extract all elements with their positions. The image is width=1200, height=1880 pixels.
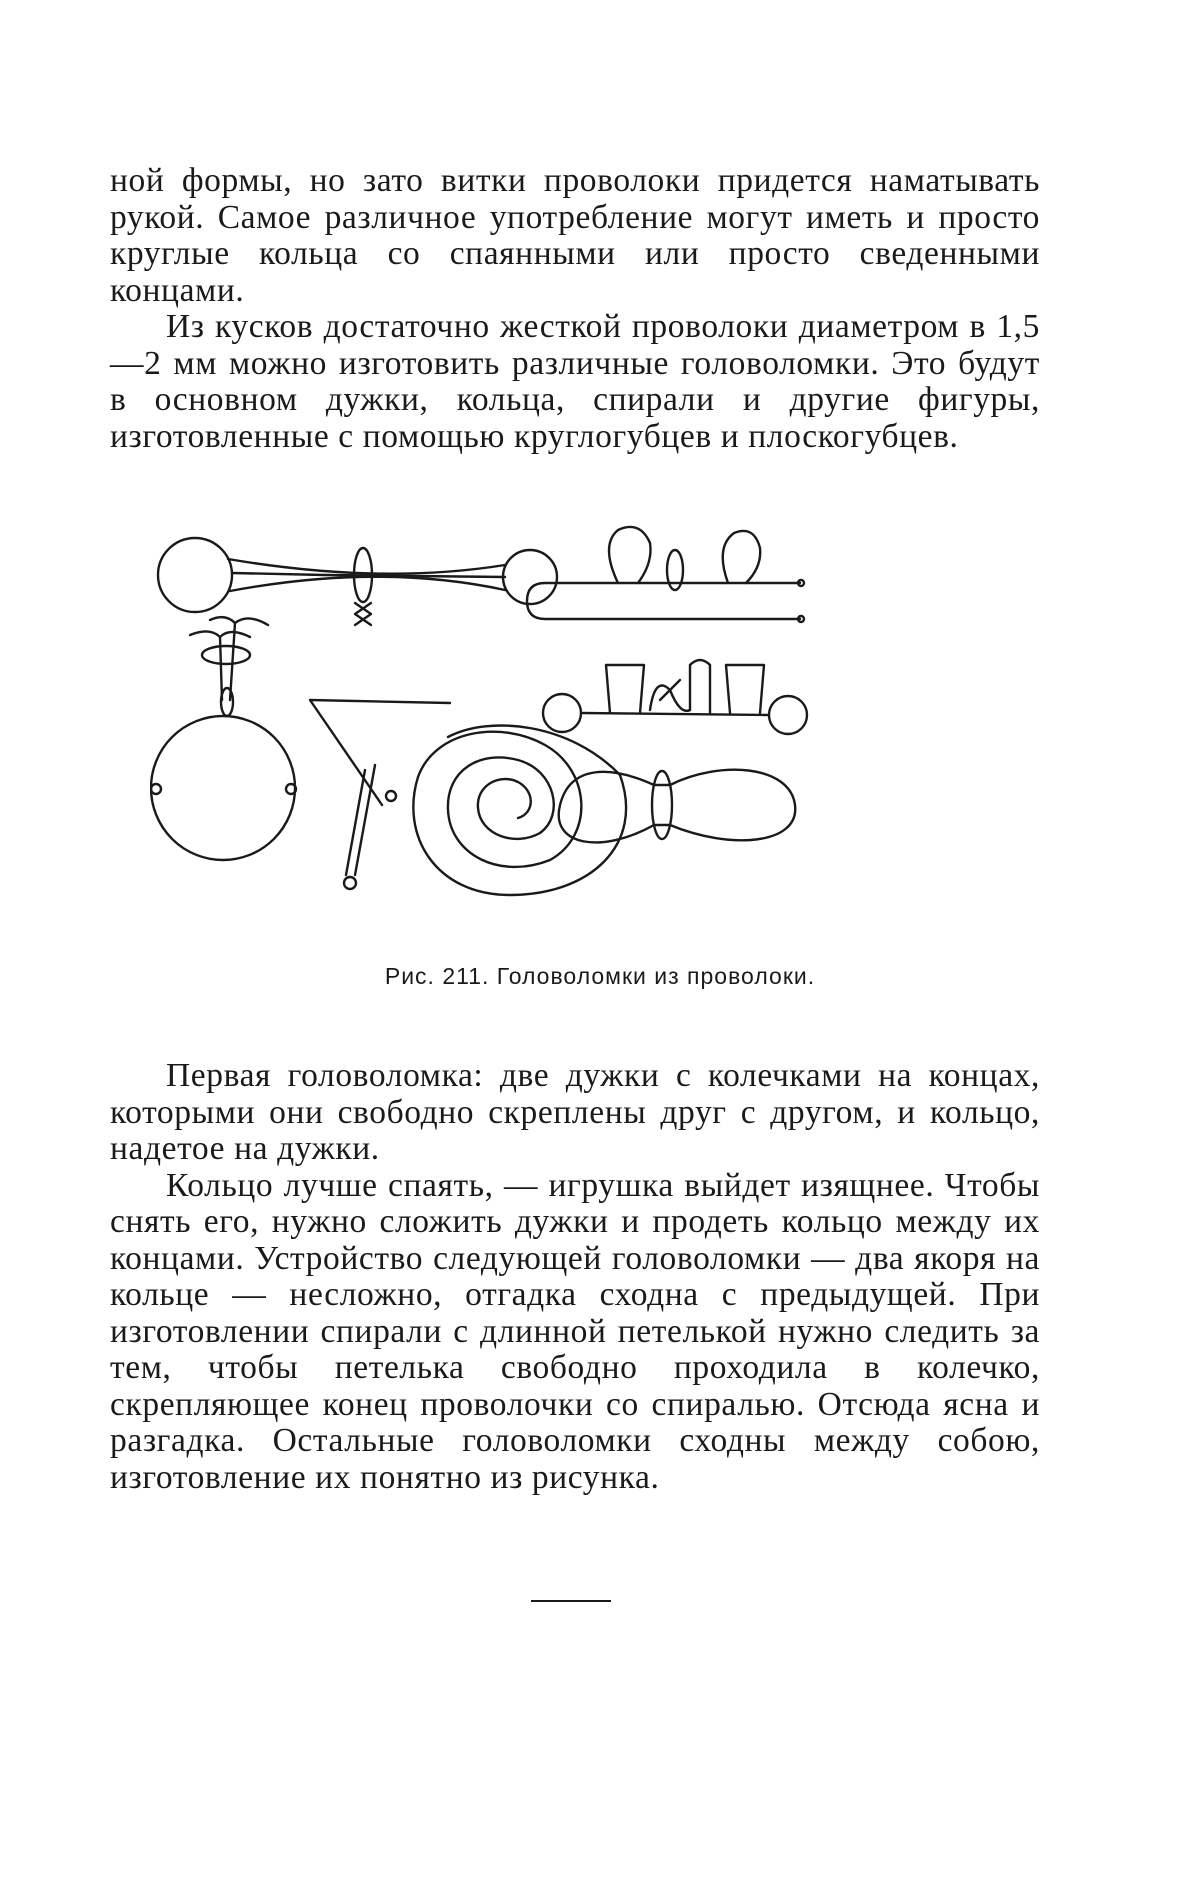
wire-puzzles-illustration [150,515,990,935]
puzzle-anchors-on-ring [151,617,296,860]
figure-caption: Рис. 211. Головоломки из проволоки. [384,963,816,989]
text-block-bottom [110,1058,1040,1496]
text-block-top [110,163,1040,455]
paragraph: ной формы, но зато витки проволоки придется наматывать рукой. Самое различное употребление могут иметь и просто круглые кольца со спаянными или просто сведенными концами. [110,162,1040,309]
paragraph: Из кусков достаточно жесткой проволоки диаметром в 1,5—2 мм можно изготовить различные головоломки. Это будут в основном дужки, кольца, спирали и другие фигуры, изготовленные с помощью круглогубцев и плоскогубцев. [110,308,1040,455]
section-divider [531,1600,611,1602]
puzzle-double-shackle [158,538,557,625]
paragraph: Первая головоломка: две дужки с колечками на концах, которыми они свободно скреплены друг с другом, и кольцо, надетое на дужки. [110,1057,1040,1167]
paragraph: Кольцо лучше спаять, — игрушка выйдет изящнее. Чтобы снять его, нужно сложить дужки и продеть кольцо между их концами. Устройство следующей головоломки — два якоря на кольце — несложно, отгадка сходна с предыдущей. При изготовлении спирали с длинной петелькой нужно следить за тем, чтобы петелька свободно проходила в колечко, скрепляющее конец проволочки со спиралью. Отсюда ясна и разгадка. Остальные головоломки сходны между собою, изготовление их понятно из рисунка. [110,1166,1040,1496]
figure-wire-puzzles [150,515,990,935]
puzzle-spiral-with-loop [310,700,626,895]
puzzle-hairpin-loops [527,527,804,622]
puzzle-bar-with-clips [543,660,807,734]
puzzle-figure-eight [559,770,796,843]
